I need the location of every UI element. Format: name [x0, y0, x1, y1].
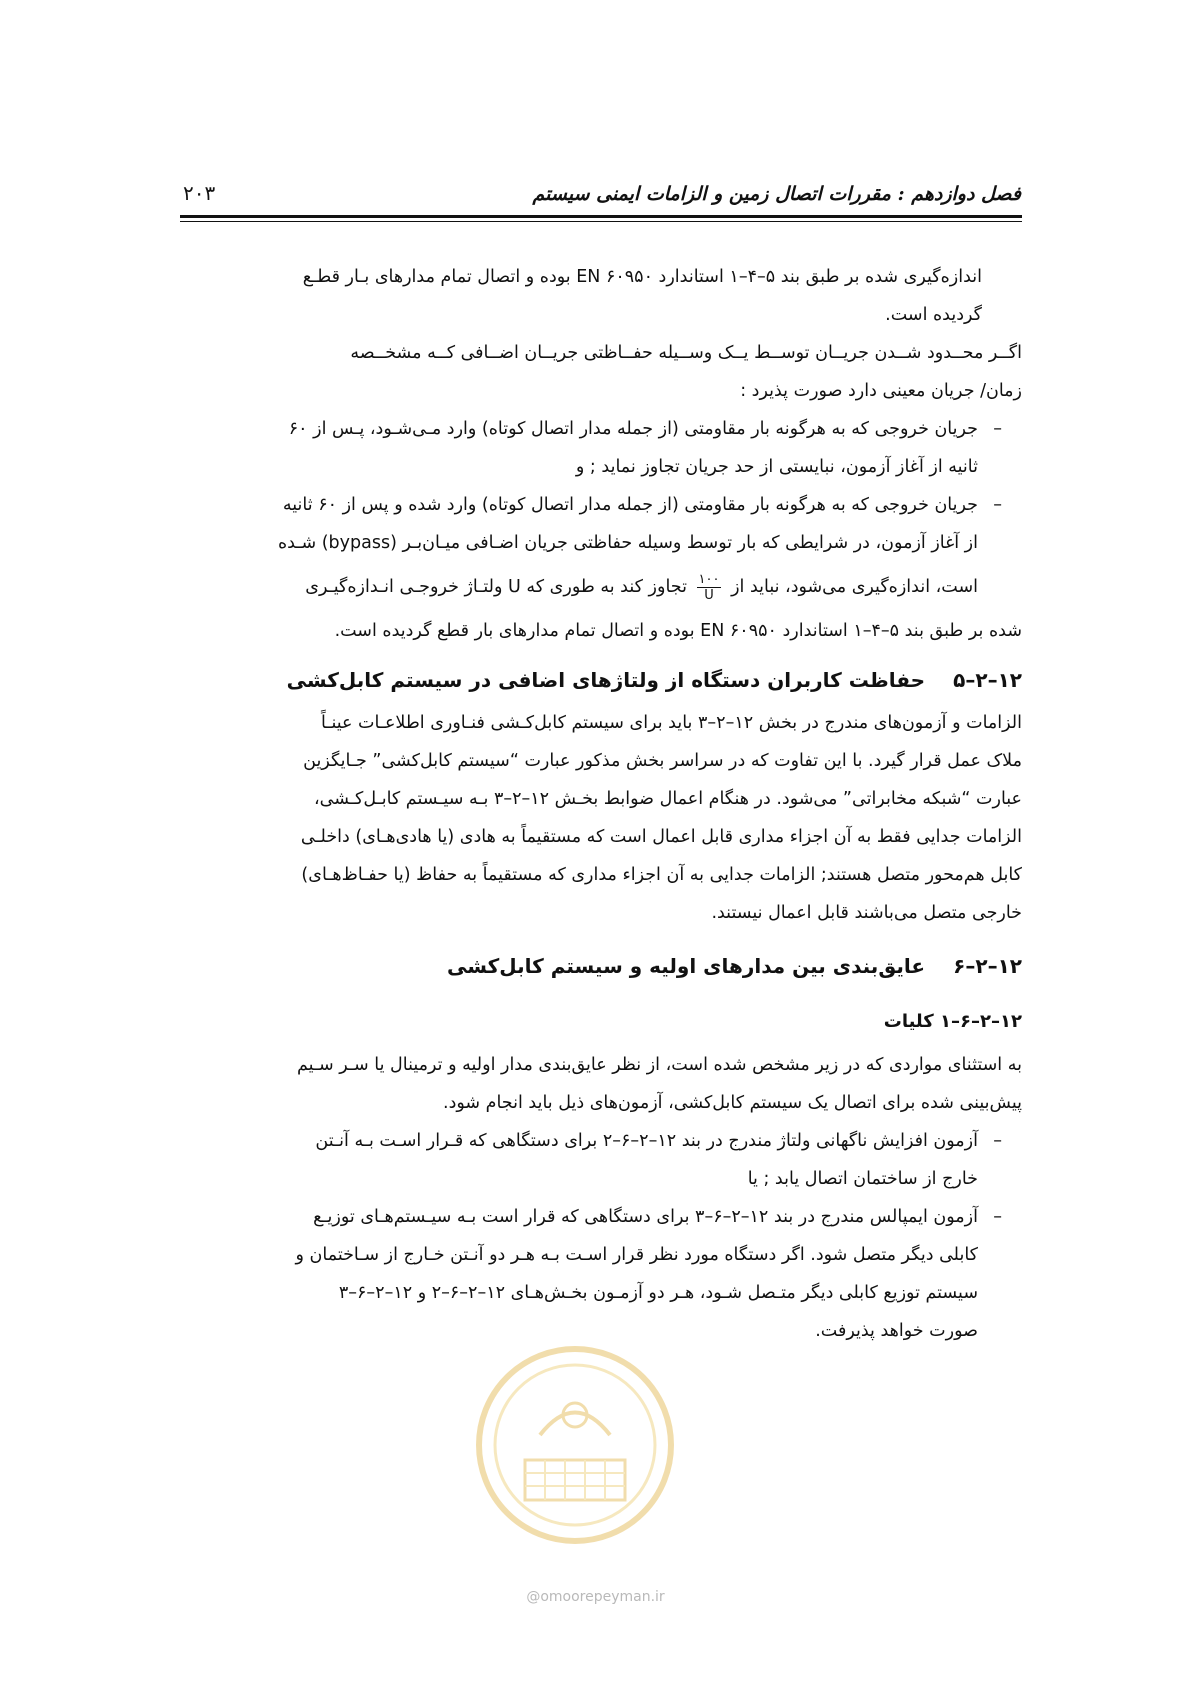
- bullet-dash: –: [993, 419, 1002, 439]
- list-item: [180, 1198, 1022, 1350]
- list-item-line: جریان خروجی که به هرگونه بار مقاومتی (از جمله مدار اتصال کوتاه) وارد مـی‌شـود، پـس از ۶۰: [288, 419, 978, 439]
- header-rule-thin: [180, 221, 1022, 222]
- list-item-line: آزمون افزایش ناگهانی ولتاژ مندرج در بند ۱۲–۲–۶–۲ برای دستگاهی که قـرار اسـت بـه آنـتن: [315, 1131, 978, 1151]
- list-item-line: صورت خواهد پذیرفت.: [815, 1321, 978, 1341]
- paragraph-line: شده بر طبق بند ۵–۴–۱ استاندارد ۶۰۹۵۰ EN بوده و اتصال تمام مدارهای بار قطع گردیده است.: [334, 621, 1022, 641]
- text-before-fraction: است، اندازه‌گیری می‌شود، نباید از: [731, 577, 978, 597]
- body-text: [180, 258, 1022, 1350]
- list-item-line: آزمون ایمپالس مندرج در بند ۱۲–۲–۶–۳ برای دستگاهی که قرار است بـه سیـستم‌هـای توزیـع: [313, 1207, 978, 1227]
- list-item: [180, 486, 1022, 612]
- list-item: [180, 1122, 1022, 1198]
- paragraph-line: زمان/ جریان معینی دارد صورت پذیرد :: [740, 381, 1022, 401]
- paragraph-line: عبارت “شبکه مخابراتی” می‌شود. در هنگام اعمال ضوابط بخـش ۱۲–۲–۳ بـه سیـستم کابـل‌کـشی،: [314, 789, 1022, 809]
- paragraph-line: اگــر محــدود شــدن جریــان توســط یــک وســیله حفــاظتی جریــان اضــافی کــه مشخــصه: [350, 343, 1022, 363]
- paragraph-line: اندازه‌گیری شده بر طبق بند ۵–۴–۱ استاندارد ۶۰۹۵۰ EN بوده و اتصال تمام مدارهای بـار قطـع: [302, 267, 982, 287]
- section-title: حفاظت کاربران دستگاه از ولتاژهای اضافی در سیستم کابل‌کشی: [286, 668, 926, 692]
- section-heading: [180, 658, 1022, 702]
- section-number: ۱۲–۲–۶: [953, 954, 1022, 978]
- list-item: [180, 410, 1022, 486]
- paragraph-line: خارجی متصل می‌باشند قابل اعمال نیستند.: [711, 903, 1022, 923]
- section-heading: [180, 944, 1022, 988]
- watermark-site: [0, 1589, 1191, 1605]
- paragraph-line: ملاک عمل قرار گیرد. با این تفاوت که در سراسر بخش مذکور عبارت “سیستم کابل‌کشی” جـایگزین: [303, 751, 1022, 771]
- list-item-line: ثانیه از آغاز آزمون، نبایستی از حد جریان تجاوز نماید ; و: [575, 457, 978, 477]
- paragraph-line: پیش‌بینی شده برای اتصال یک سیستم کابل‌کشی، آزمون‌های ذیل باید انجام شود.: [443, 1093, 1022, 1113]
- list-item-line: سیستم توزیع کابلی دیگر متـصل شـود، هـر دو آزمـون بخـش‌هـای ۱۲–۲–۶–۲ و ۱۲–۲–۶–۳: [338, 1283, 978, 1303]
- list-item-line: خارج از ساختمان اتصال یابد ; یا: [747, 1169, 978, 1189]
- text-after-fraction: تجاوز کند به طوری که U ولتـاژ خروجـی انـدازه‌گیـری: [305, 577, 687, 597]
- watermark-site-text: omoorepeyman.ir: [540, 1589, 665, 1605]
- fraction-numerator: ۱۰۰: [698, 571, 720, 587]
- paragraph-line: گردیده است.: [885, 305, 982, 325]
- fraction-denominator: U: [704, 587, 714, 603]
- watermark-logo-icon: [470, 1340, 680, 1550]
- fraction: [697, 572, 722, 603]
- paragraph-line: کابل هم‌محور متصل هستند; الزامات جدایی به آن اجزاء مداری که مستقیماً به حفاظ (یا حفـاظ‌هـای): [301, 865, 1022, 885]
- page-number: ۲۰۳: [183, 181, 216, 205]
- header-rule-thick: [180, 215, 1022, 218]
- paragraph-line: الزامات و آزمون‌های مندرج در بخش ۱۲–۲–۳ باید برای سیستم کابل‌کـشی فنـاوری اطلاعـات عینـاً: [321, 713, 1022, 733]
- list-item-line: جریان خروجی که به هرگونه بار مقاومتی (از جمله مدار اتصال کوتاه) وارد شده و پس از ۶۰ ثانیه: [282, 495, 978, 515]
- bullet-dash: –: [993, 495, 1002, 515]
- section-number: ۱۲–۲–۵: [953, 668, 1022, 692]
- bullet-dash: –: [993, 1207, 1002, 1227]
- list-item-line: کابلی دیگر متصل شود. اگر دستگاه مورد نظر قرار اسـت بـه هـر دو آنـتن خـارج از سـاختمان و: [295, 1245, 978, 1265]
- bullet-dash: –: [993, 1131, 1002, 1151]
- paragraph-line: به استثنای مواردی که در زیر مشخص شده است، از نظر عایق‌بندی مدار اولیه و ترمینال یا سـر سـیم: [296, 1055, 1022, 1075]
- paragraph-line: الزامات جدایی فقط به آن اجزاء مداری قابل اعمال است که مستقیماً به هادی (یا هادی‌هـای) داخلـی: [300, 827, 1022, 847]
- list-item-line: از آغاز آزمون، در شرایطی که بار توسط وسیله حفاظتی جریان اضـافی میـان‌بـر (bypass) شـده: [277, 533, 978, 553]
- section-title: عایق‌بندی بین مدارهای اولیه و سیستم کابل‌کشی: [447, 954, 926, 978]
- chapter-title: فصل دوازدهم : مقررات اتصال زمین و الزامات ایمنی سیستم: [532, 183, 1021, 205]
- watermark-symbol-icon: @: [526, 1589, 541, 1605]
- subsection-heading: ۱۲–۲–۶–۱ کلیات: [883, 1011, 1022, 1032]
- list-item-line: [180, 562, 978, 612]
